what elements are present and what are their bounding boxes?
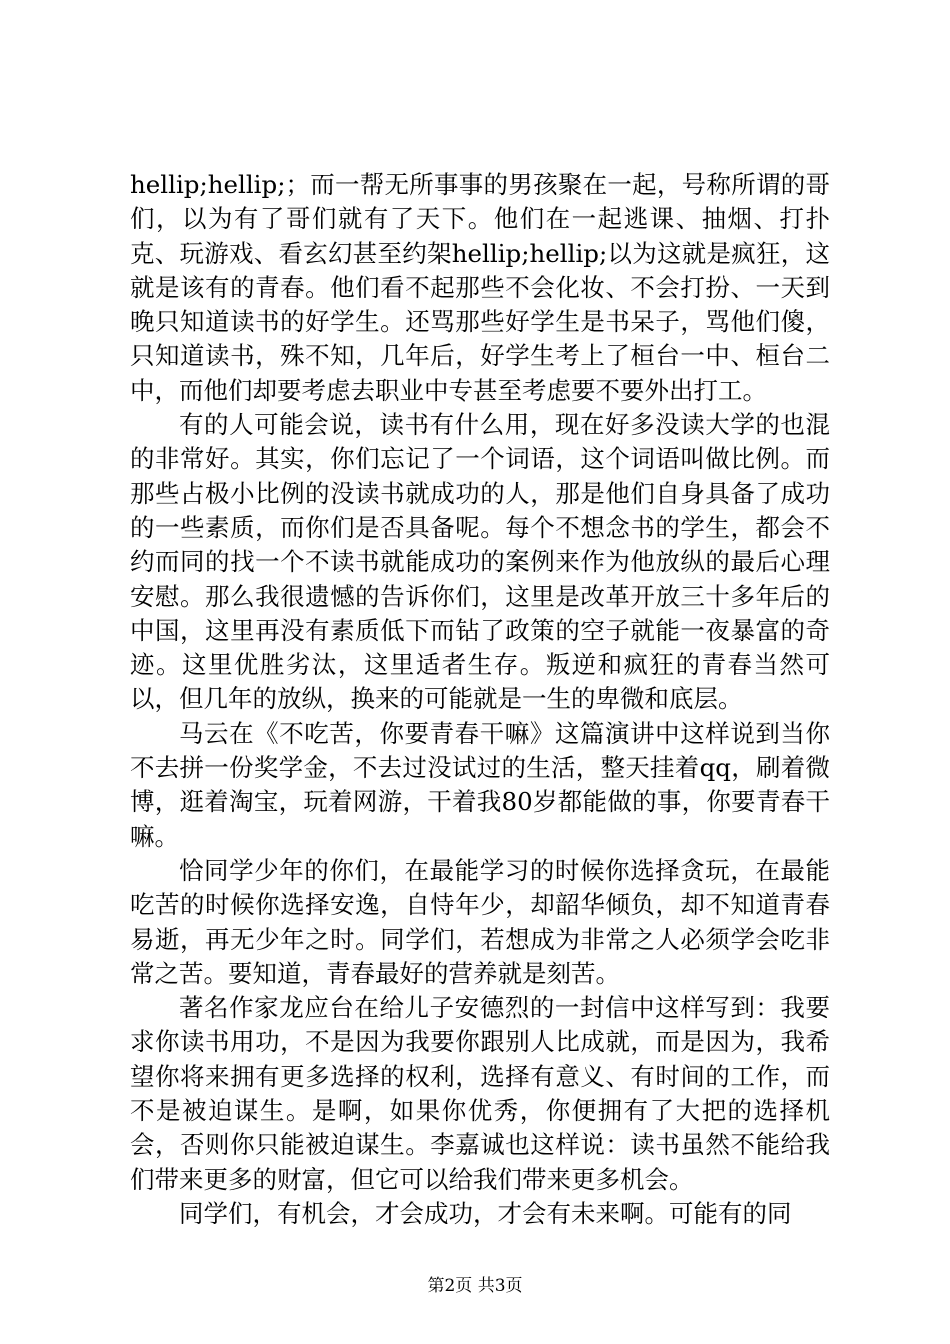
document-body (130, 168, 830, 1231)
paragraph-5: 著名作家龙应台在给儿子安德烈的一封信中这样写到：我要求你读书用功，不是因为我要你跟别人比成就，而是因为，我希望你将来拥有更多选择的权利，选择有意义、有时间的工作，而不是被迫谋生。是啊，如果你优秀，你便拥有了大把的选择机会，否则你只能被迫谋生。李嘉诚也这样说：读书虽然不能给我们带来更多的财富，但它可以给我们带来更多机会。 (130, 993, 830, 1194)
paragraph-4: 恰同学少年的你们，在最能学习的时候你选择贪玩，在最能吃苦的时候你选择安逸，自恃年少，却韶华倾负，却不知道青春易逝，再无少年之时。同学们，若想成为非常之人必须学会吃非常之苦。要知道，青春最好的营养就是刻苦。 (130, 855, 830, 988)
paragraph-6: 同学们，有机会，才会成功，才会有未来啊。可能有的同 (179, 1198, 792, 1228)
paragraph-1: hellip;hellip;；而一帮无所事事的男孩聚在一起，号称所谓的哥们，以为有了哥们就有了天下。他们在一起逃课、抽烟、打扑克、玩游戏、看玄幻甚至约架hellip;hellip;以为这就是疯狂，这就是该有的青春。他们看不起那些不会化妆、不会打扮、一天到晚只知道读书的好学生。还骂那些好学生是书呆子，骂他们傻，只知道读书，殊不知，几年后，好学生考上了桓台一中、桓台二中，而他们却要考虑去职业中专甚至考虑要不要外出打工。 (130, 170, 830, 405)
page-number-footer: 第2页 共3页 (427, 1276, 523, 1296)
paragraph-2: 有的人可能会说，读书有什么用，现在好多没读大学的也混的非常好。其实，你们忘记了一个词语，这个词语叫做比例。而那些占极小比例的没读书就成功的人，那是他们自身具备了成功的一些素质，而你们是否具备呢。每个不想念书的学生，都会不约而同的找一个不读书就能成功的案例来作为他放纵的最后心理安慰。那么我很遗憾的告诉你们，这里是改革开放三十多年后的中国，这里再没有素质低下而钻了政策的空子就能一夜暴富的奇迹。这里优胜劣汰，这里适者生存。叛逆和疯狂的青春当然可以，但几年的放纵，换来的可能就是一生的卑微和底层。 (130, 410, 830, 714)
paragraph-3: 马云在《不吃苦，你要青春干嘛》这篇演讲中这样说到当你不去拼一份奖学金，不去过没试过的生活，整天挂着qq，刷着微博，逛着淘宝，玩着网游，干着我80岁都能做的事，你要青春干嘛。 (130, 718, 830, 851)
